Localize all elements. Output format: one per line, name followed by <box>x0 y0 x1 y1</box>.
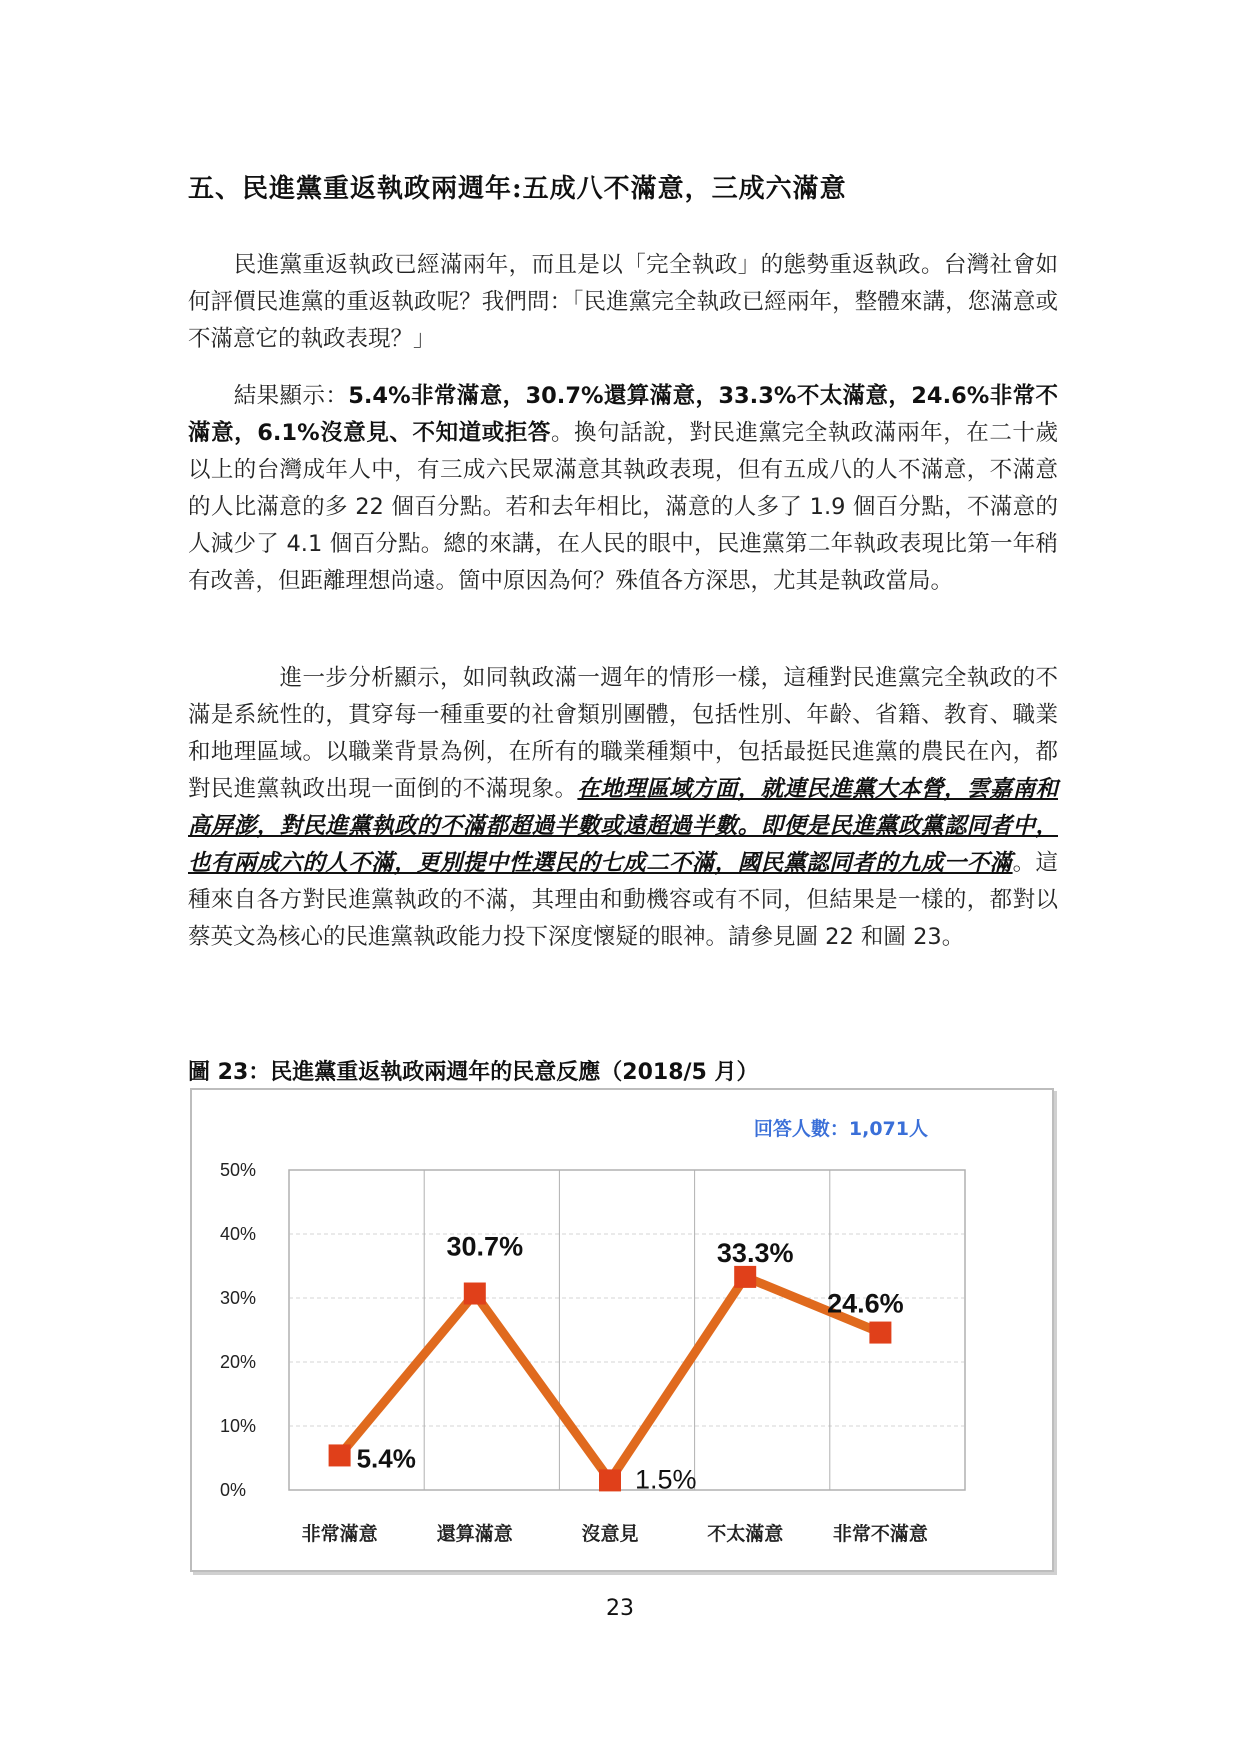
data-point <box>464 1283 486 1305</box>
y-tick-label: 40% <box>220 1224 257 1244</box>
section-heading: 五、民進黨重返執政兩週年:五成八不滿意，三成六滿意 <box>188 174 847 204</box>
results-bold: 5.4%非常滿意，30.7%還算滿意，33.3%不太滿意，24.6%非常不滿意，6.1%沒意見、不知道或拒答 <box>188 383 1058 446</box>
analysis-lead: 進一步分析顯示，如同執政滿一週年的情形一樣，這種對民進黨完全執政的不滿是系統性的，貫穿每一種重要的社會類別團體，包括性別、年齡、省籍、教育、職業和地理區域。以職業背景為例，在所有的職業種類中，包括最挺民進黨的農民在內，都對民進黨執政出現一面倒的不滿現象。 <box>188 665 1058 802</box>
analysis-rest: 。這種來自各方對民進黨執政的不滿，其理由和動機容或有不同，但結果是一樣的，都對以蔡英文為核心的民進黨執政能力投下深度懷疑的眼神。請參見圖 22 和圖 23。 <box>188 850 1058 950</box>
paragraph-intro: 民進黨重返執政已經滿兩年，而且是以「完全執政」的態勢重返執政。台灣社會如何評價民進黨的重返執政呢？我們問：「民進黨完全執政已經兩年，整體來講，您滿意或不滿意它的執政表現？」 <box>188 252 1058 352</box>
y-tick-label: 50% <box>220 1160 257 1180</box>
paragraph-analysis <box>188 660 1058 956</box>
x-tick-label: 還算滿意 <box>436 1523 513 1545</box>
data-point <box>599 1469 621 1491</box>
y-tick-label: 30% <box>220 1288 257 1308</box>
y-tick-label: 20% <box>220 1352 257 1372</box>
y-tick-label: 10% <box>220 1416 257 1436</box>
y-tick-label: 0% <box>220 1480 247 1500</box>
x-tick-label: 非常不滿意 <box>832 1523 928 1545</box>
line-chart <box>190 1088 1054 1572</box>
x-tick-label: 非常滿意 <box>301 1523 378 1545</box>
results-rest: 。換句話說，對民進黨完全執政滿兩年，在二十歲以上的台灣成年人中，有三成六民眾滿意其執政表現，但有五成八的人不滿意，不滿意的人比滿意的多 22 個百分點。若和去年相比，滿意的人多了 1.9 個百分點，不滿意的人減少了 4.1 個百分點。總的來講，在人民的眼中，民進黨第二年執政表現比第一年稍有改善，但距離理想尚遠。箇中原因為何？殊值各方深思，尤其是執政當局。 <box>188 420 1058 594</box>
data-point <box>734 1266 756 1288</box>
x-tick-label: 沒意見 <box>581 1523 639 1545</box>
data-label: 5.4% <box>356 1443 416 1474</box>
data-point <box>329 1444 351 1466</box>
data-label: 1.5% <box>635 1464 697 1495</box>
paragraph-results <box>188 378 1058 600</box>
data-point <box>869 1322 891 1344</box>
page-number: 23 <box>606 1596 634 1621</box>
results-lead: 結果顯示： <box>188 383 349 409</box>
data-label: 24.6% <box>827 1288 904 1319</box>
respondent-count: 回答人數：1,071人 <box>753 1118 928 1140</box>
figure-caption: 圖 23：民進黨重返執政兩週年的民意反應（2018/5 月） <box>188 1060 759 1085</box>
analysis-emphasis: 在地理區域方面，就連民進黨大本營，雲嘉南和高屏澎，對民進黨執政的不滿都超過半數或遠超過半數。即便是民進黨政黨認同者中，也有兩成六的人不滿，更別提中性選民的七成二不滿，國民黨認同者的九成一不滿 <box>188 776 1058 876</box>
data-label: 33.3% <box>716 1237 794 1268</box>
x-tick-label: 不太滿意 <box>707 1523 784 1545</box>
chart-svg <box>192 1090 1052 1570</box>
series-line <box>340 1277 881 1481</box>
data-label: 30.7% <box>446 1231 524 1262</box>
